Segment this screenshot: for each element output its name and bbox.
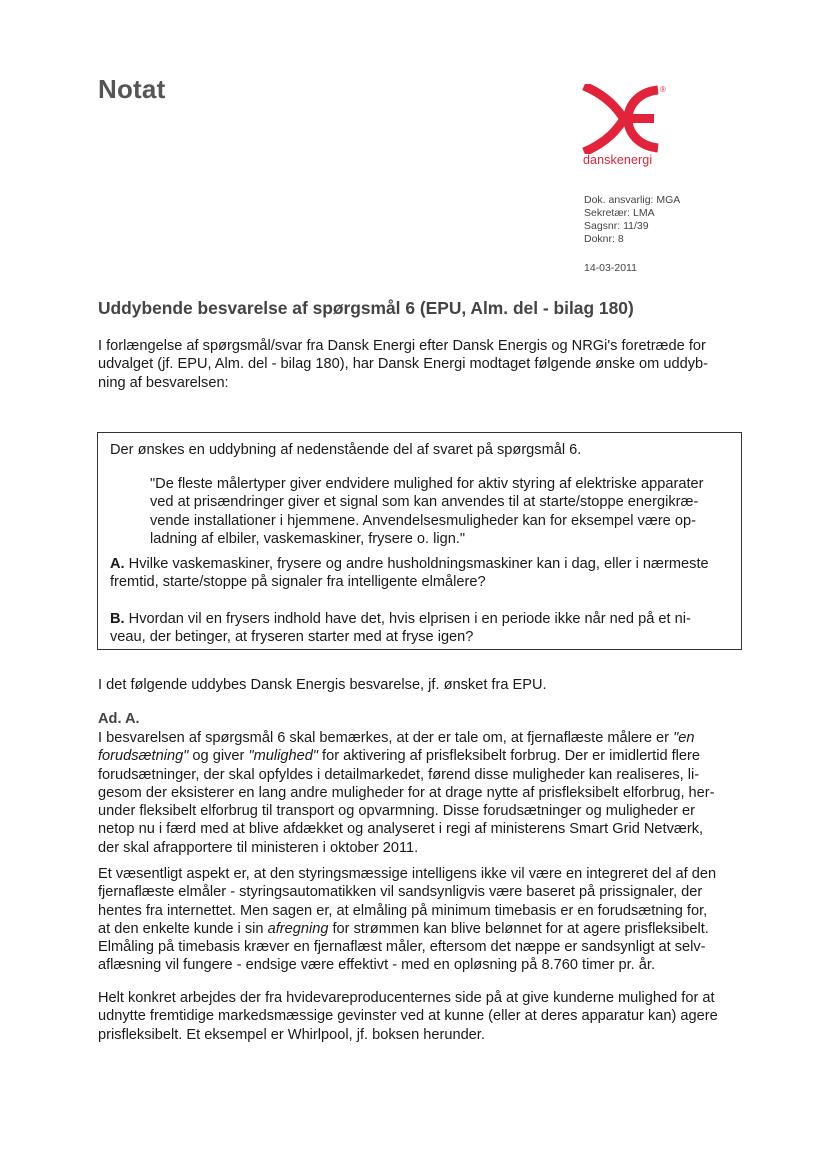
question-b <box>110 610 691 647</box>
ad-a-paragraph-1 <box>98 729 748 857</box>
question-b-line <box>110 610 691 628</box>
paragraph-text: I besvarelsen af spørgsmål 6 skal bemærkes, at der er tale om, at fjernaflæste målere er <box>98 730 674 746</box>
paragraph-line: Helt konkret arbejdes der fra hvidevareproducenternes side på at give kunderne mulighed for at <box>98 990 715 1006</box>
question-b-letter: B. <box>110 611 125 627</box>
intro-paragraph <box>98 337 748 392</box>
paragraph-line: netop nu i færd med at blive afdækket og analyseret i regi af ministerens Smart Grid Netværk, <box>98 821 704 838</box>
paragraph-line: gesom der eksisterer en lang andre muligheder for at drage nytte af prisfleksibelt elforbrug, her- <box>98 784 715 801</box>
paragraph-line: fjernaflæste elmåler - styringsautomatikken vil sandsynligvis være baseret på prissignaler, der <box>98 884 703 901</box>
question-a <box>110 555 709 592</box>
meta-case-number: Sagsnr: 11/39 <box>584 220 649 232</box>
ad-a-paragraph-3 <box>98 989 748 1044</box>
quote-line: ved at prisændringer giver et signal som kan anvendes til at starte/stoppe energikræ- <box>150 494 699 511</box>
meta-secretary: Sekretær: LMA <box>584 207 655 219</box>
emphasis-text: forudsætning" <box>98 748 189 765</box>
emphasis-text: "mulighed" <box>248 748 318 765</box>
intro-line: ning af besvarelsen: <box>98 374 229 391</box>
intro-line: I forlængelse af spørgsmål/svar fra Dansk Energi efter Dansk Energis og NRGi's foretræde for <box>98 338 706 354</box>
question-b-text: Hvordan vil en frysers indhold have det, hvis elprisen i en periode ikke når ned på et ni- <box>124 611 691 627</box>
quote-line: vende installationer i hjemmene. Anvendelsesmuligheder kan for eksempel være op- <box>150 512 696 529</box>
paragraph-text: at den enkelte kunde i sin <box>98 920 268 937</box>
document-date: 14-03-2011 <box>584 262 637 274</box>
registered-mark: ® <box>660 85 666 94</box>
meta-doc-number: Doknr: 8 <box>584 233 624 245</box>
question-b-line: veau, der betinger, at fryseren starter med at fryse igen? <box>110 629 474 646</box>
meta-responsible: Dok. ansvarlig: MGA <box>584 194 681 206</box>
paragraph-text: og giver <box>188 748 249 765</box>
paragraph-line: hentes fra internettet. Men sagen er, at elmåling på minimum timebasis er en forudsætning for, <box>98 902 708 919</box>
paragraph-text: for strømmen kan blive belønnet for at agere prisfleksibelt. <box>328 920 709 937</box>
quote-line: "De fleste målertyper giver endvidere mulighed for aktiv styring af elektriske apparater <box>150 476 704 492</box>
paragraph-line: der skal afrapportere til ministeren i oktober 2011. <box>98 839 419 856</box>
paragraph-line: Et væsentligt aspekt er, at den styringsmæssige intelligens ikke vil være en integreret del af den <box>98 866 717 882</box>
paragraph-line: udnytte fremtidige markedsmæssige gevinster ved at kunne (eller at deres apparatur kan) agere <box>98 1008 718 1025</box>
paragraph-line <box>98 747 748 765</box>
box-quote <box>150 475 704 548</box>
question-box <box>97 432 742 650</box>
box-intro-text: Der ønskes en uddybning af nedenstående del af svaret på spørgsmål 6. <box>110 442 582 458</box>
document-title: Notat <box>98 74 166 104</box>
danskenergi-logo-mark-icon <box>580 84 672 154</box>
emphasis-text: afregning <box>267 920 329 937</box>
paragraph-line: prisfleksibelt. Et eksempel er Whirlpool, jf. boksen herunder. <box>98 1026 485 1043</box>
paragraph-line <box>98 729 748 747</box>
question-a-letter: A. <box>110 556 125 572</box>
after-box-paragraph <box>98 676 748 694</box>
question-a-line <box>110 555 709 573</box>
ad-a-heading: Ad. A. <box>98 711 140 727</box>
paragraph-line <box>98 920 748 938</box>
paragraph-line: Elmåling på timebasis kræver en fjernaflæst måler, eftersom det næppe er sandsynligt at selv- <box>98 939 706 956</box>
document-meta <box>584 194 680 246</box>
question-a-line: fremtid, starte/stoppe på signaler fra intelligente elmålere? <box>110 574 486 591</box>
quote-line: ladning af elbiler, vaskemaskiner, frysere o. lign." <box>150 530 466 547</box>
box-intro <box>110 441 581 459</box>
intro-line: udvalget (jf. EPU, Alm. del - bilag 180), har Dansk Energi modtaget følgende ønske om uddyb- <box>98 356 709 373</box>
paragraph-line: forudsætninger, der skal opfyldes i detailmarkedet, førend disse muligheder kan realiseres, li- <box>98 766 700 783</box>
paragraph-text: for aktivering af prisfleksibelt forbrug. Der er imidlertid flere <box>318 748 701 765</box>
paragraph-line: under fleksibelt elforbrug til transport og opvarmning. Disse forudsætninger og muligheder er <box>98 803 696 820</box>
logo-wordmark: danskenergi <box>583 153 653 167</box>
after-box-text: I det følgende uddybes Dansk Energis besvarelse, jf. ønsket fra EPU. <box>98 677 547 693</box>
ad-a-paragraph-2 <box>98 865 748 975</box>
question-a-text: Hvilke vaskemaskiner, frysere og andre husholdningsmaskiner kan i dag, eller i nærmeste <box>124 556 709 572</box>
section-heading: Uddybende besvarelse af spørgsmål 6 (EPU, Alm. del - bilag 180) <box>98 298 634 318</box>
paragraph-line: aflæsning vil fungere - endsige være effektivt - med en opløsning på 8.760 timer pr. år. <box>98 957 656 974</box>
danskenergi-logo <box>576 84 676 174</box>
emphasis-text: "en <box>673 730 695 746</box>
